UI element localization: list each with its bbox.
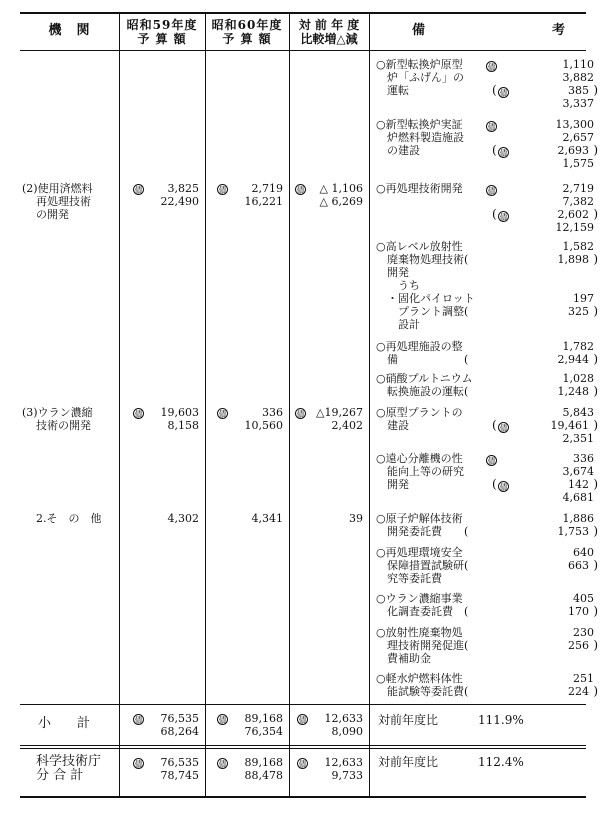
row-fuel-label-line2: 再処理技術 — [36, 195, 91, 208]
remark-value-row — [486, 465, 594, 478]
remark-value-row — [486, 97, 594, 110]
remark-value: 663 — [568, 559, 589, 572]
row-uranium-chg-cash: 2,402 — [331, 419, 363, 432]
row-fuel-chg-cash: △ 6,269 — [319, 195, 363, 208]
remark-value-row — [486, 279, 594, 292]
remark-value-row — [486, 182, 594, 195]
remark-text-line: の建設 — [376, 144, 420, 157]
remark-text-line: ○遠心分離機の性 — [376, 452, 463, 465]
remark-value: 385 — [568, 84, 589, 97]
header-budget-59-line1: 昭和59年度 — [126, 18, 198, 32]
remark-value-row — [486, 58, 594, 71]
remark-value: 1,028 — [562, 372, 594, 385]
remark-text-line: 化調査委託費 ( — [376, 605, 469, 618]
remark-text — [376, 182, 463, 195]
remark-value-row — [486, 352, 598, 366]
col-divider-1 — [119, 12, 120, 798]
remark-text — [376, 406, 463, 432]
close-paren: ) — [593, 83, 598, 97]
remark-values — [486, 240, 598, 318]
remark-text-line: ○軽水炉燃料体性 — [376, 672, 463, 685]
remark-value-row — [486, 524, 598, 538]
remark-value: 2,719 — [562, 182, 594, 195]
remark-values — [486, 592, 598, 618]
row-uranium-b59-debt: 19,603 — [160, 406, 199, 419]
remark-value: 1,753 — [557, 525, 589, 538]
total-b60-cash: 88,478 — [244, 769, 283, 782]
remark-text-line: うち — [376, 279, 420, 292]
remark-value: 7,382 — [562, 195, 594, 208]
remark-value: 640 — [573, 546, 594, 559]
remark-text-line: 廃棄物処理技術( — [376, 253, 469, 266]
col-divider-4 — [369, 12, 370, 798]
row-fuel-b60-cash: 16,221 — [244, 195, 283, 208]
header-bottom-rule — [20, 50, 586, 51]
subtotal-debt-mark-59: 債 — [134, 715, 143, 725]
subtotal-ratio: 111.9% — [478, 713, 524, 727]
remark-value-row — [486, 266, 594, 279]
close-paren: ) — [593, 207, 598, 221]
remark-value-row — [486, 292, 594, 305]
row-uranium-debt-mark-59: 債 — [134, 409, 143, 419]
remark-text — [376, 372, 473, 398]
remark-value-row — [486, 512, 594, 525]
total-top-rule-1 — [20, 745, 586, 746]
remark-text-line: 開発 — [376, 478, 409, 491]
row-uranium-debt-mark-60: 債 — [218, 409, 227, 419]
remark-value-row — [486, 372, 594, 385]
remark-value: 230 — [573, 626, 594, 639]
row-uranium-b60-cash: 10,560 — [244, 419, 283, 432]
row-uranium-b60-debt: 336 — [262, 406, 283, 419]
remark-value-row — [486, 418, 598, 433]
row-other-chg: 39 — [349, 512, 363, 525]
row-fuel-debt-mark-59: 債 — [134, 185, 143, 195]
remark-text-line: 建設 — [376, 419, 409, 432]
close-paren: ) — [593, 252, 598, 266]
remark-text-line: ○再処理環境安全 — [376, 546, 463, 559]
row-fuel-chg — [307, 182, 363, 208]
remark-value-row — [486, 432, 594, 445]
total-label — [36, 755, 101, 783]
subtotal-b60-debt: 89,168 — [244, 712, 283, 725]
header-remarks-right: 考 — [552, 23, 567, 38]
close-paren: ) — [593, 524, 598, 538]
header-budget-59 — [119, 18, 205, 46]
remark-values — [486, 546, 598, 572]
subtotal-b60 — [229, 712, 283, 738]
header-budget-60-line1: 昭和60年度 — [211, 18, 283, 32]
remark-value: 256 — [568, 639, 589, 652]
remark-text-line: ○新型転換炉実証 — [376, 118, 463, 131]
remark-value: 1,575 — [562, 157, 594, 170]
remark-value: 1,898 — [557, 253, 589, 266]
subtotal-label: 小 計 — [38, 716, 91, 731]
header-budget-59-line2: 予 算 額 — [137, 32, 187, 46]
subtotal-chg-cash: 8,090 — [331, 725, 363, 738]
remark-text-line: ○再処理技術開発 — [376, 182, 463, 195]
debt-mark-icon: 債 — [499, 148, 508, 158]
close-paren: ) — [593, 352, 598, 366]
subtotal-chg — [307, 712, 363, 738]
remark-value-row — [486, 131, 594, 144]
remark-value: 1,782 — [562, 340, 594, 353]
close-paren: ) — [593, 477, 598, 491]
row-uranium-b60 — [229, 406, 283, 432]
subtotal-b59-cash: 68,264 — [160, 725, 199, 738]
remark-value: 2,944 — [557, 353, 589, 366]
remark-value-row — [486, 672, 594, 685]
remark-text-line: ・固化パイロット — [376, 292, 475, 305]
debt-mark-icon: 債 — [499, 88, 508, 98]
close-paren: ) — [593, 638, 598, 652]
remark-text-line: ○高レベル放射性 — [376, 240, 463, 253]
total-top-rule-2 — [20, 748, 586, 749]
remark-value-row — [486, 638, 598, 652]
remark-value-row — [486, 221, 594, 234]
remark-values — [486, 672, 598, 698]
remark-values — [486, 58, 598, 110]
row-other-b60: 4,341 — [251, 512, 283, 525]
row-fuel-debt-mark-chg: 債 — [296, 185, 305, 195]
row-fuel-label-line3: の開発 — [36, 208, 69, 221]
remark-value: 224 — [568, 685, 589, 698]
total-remark: 対前年度比 — [378, 755, 439, 769]
open-paren: ( — [492, 83, 497, 97]
remark-text-line: プラント調整( — [376, 305, 469, 318]
remark-value-row — [486, 592, 594, 605]
row-uranium-debt-mark-chg: 債 — [296, 409, 305, 419]
row-uranium-b59-cash: 8,158 — [167, 419, 199, 432]
header-agency: 機 関 — [48, 23, 91, 38]
remark-value: 336 — [573, 452, 594, 465]
remark-value: 19,461 — [550, 419, 589, 432]
remark-value: 1,886 — [562, 512, 594, 525]
row-fuel-debt-mark-60: 債 — [218, 185, 227, 195]
header-change-line2: 比較増△減 — [300, 32, 358, 46]
remark-value-row — [486, 477, 598, 492]
remark-text — [376, 592, 468, 618]
table-bottom-rule — [20, 796, 586, 798]
open-paren: ( — [492, 477, 497, 491]
remark-value-row — [486, 83, 598, 98]
remark-value-row — [486, 406, 594, 419]
subtotal-debt-mark-60: 債 — [218, 715, 227, 725]
remark-value: 1,582 — [562, 240, 594, 253]
open-paren: ( — [492, 207, 497, 221]
remark-value-row — [486, 340, 594, 353]
total-b59 — [145, 756, 199, 782]
close-paren: ) — [593, 418, 598, 432]
remark-values — [486, 118, 598, 170]
col-divider-2 — [205, 12, 206, 798]
debt-mark-icon: 債 — [487, 186, 496, 196]
remark-value-row — [486, 684, 598, 698]
row-uranium-label-line1: (3)ウラン濃縮 — [22, 406, 93, 419]
remark-text-line: 究等委託費 — [376, 572, 442, 585]
row-fuel-b60-debt: 2,719 — [251, 182, 283, 195]
remark-values — [486, 626, 598, 652]
remark-value-row — [486, 252, 598, 266]
header-change — [289, 18, 369, 46]
remark-value: 251 — [573, 672, 594, 685]
remark-values — [486, 372, 598, 398]
close-paren: ) — [593, 558, 598, 572]
remark-text — [376, 340, 468, 366]
row-other-label: 2.そ の 他 — [36, 512, 102, 525]
remark-text — [376, 118, 464, 157]
total-debt-mark-chg: 債 — [298, 759, 307, 769]
total-label-line2: 分 合 計 — [36, 768, 84, 783]
remark-text-line: 開発 — [376, 266, 409, 279]
row-fuel-label — [22, 182, 93, 221]
remark-text-line: 炉燃料製造施設 — [376, 131, 464, 144]
remark-text-line: 保障措置試験研( — [376, 559, 469, 572]
remark-value: 1,110 — [562, 58, 594, 71]
total-b60-debt: 89,168 — [244, 756, 283, 769]
remark-text-line: ○原型プラントの — [376, 406, 463, 419]
remark-text-line: ○硝酸プルトニウム — [376, 372, 473, 385]
total-chg — [307, 756, 363, 782]
remark-text — [376, 672, 468, 698]
remark-value-row — [486, 558, 598, 572]
row-fuel-b59 — [145, 182, 199, 208]
remark-text — [376, 546, 468, 585]
remark-values — [486, 452, 598, 504]
subtotal-remark: 対前年度比 — [378, 713, 439, 727]
remark-text-line: ○ウラン濃縮事業 — [376, 592, 463, 605]
close-paren: ) — [593, 143, 598, 157]
remark-value: 3,882 — [562, 71, 594, 84]
remark-text-line: 炉「ふげん」の — [376, 71, 464, 84]
row-uranium-chg-debt: △19,267 — [316, 406, 363, 419]
debt-mark-icon: 債 — [499, 212, 508, 222]
header-remarks-left: 備 — [412, 23, 427, 38]
remark-value-row — [486, 384, 598, 398]
row-fuel-chg-debt: △ 1,106 — [319, 182, 363, 195]
remark-values — [486, 406, 598, 445]
open-paren: ( — [492, 143, 497, 157]
close-paren: ) — [593, 384, 598, 398]
subtotal-b60-cash: 76,354 — [244, 725, 283, 738]
header-change-line1: 対 前 年 度 — [298, 18, 360, 32]
close-paren: ) — [593, 684, 598, 698]
remark-text-line: 能向上等の研究 — [376, 465, 464, 478]
subtotal-debt-mark-chg: 債 — [298, 715, 307, 725]
total-debt-mark-60: 債 — [218, 759, 227, 769]
remark-value-row — [486, 491, 594, 504]
total-b59-debt: 76,535 — [160, 756, 199, 769]
remark-text-line: 費補助金 — [376, 652, 431, 665]
row-fuel-label-line1: (2)使用済燃料 — [22, 182, 93, 195]
remark-values — [486, 340, 598, 366]
row-fuel-b60 — [229, 182, 283, 208]
remark-value: 2,351 — [562, 432, 594, 445]
row-fuel-b59-cash: 22,490 — [160, 195, 199, 208]
remark-value-row — [486, 626, 594, 639]
remark-text-line: 転換施設の運転( — [376, 385, 469, 398]
remark-value-row — [486, 604, 598, 618]
debt-mark-icon: 債 — [499, 482, 508, 492]
remark-text — [376, 240, 475, 331]
remark-value: 12,159 — [555, 221, 594, 234]
debt-mark-icon: 債 — [487, 456, 496, 466]
row-uranium-label — [22, 406, 93, 432]
remark-value: 3,337 — [562, 97, 594, 110]
remark-text-line: ○放射性廃棄物処 — [376, 626, 463, 639]
debt-mark-icon: 債 — [487, 62, 496, 72]
remark-text — [376, 58, 464, 97]
remark-value-row — [486, 207, 598, 222]
remark-text-line: 理技術開発促進( — [376, 639, 469, 652]
total-label-line1: 科学技術庁 — [36, 754, 102, 769]
remark-text-line: 運転 — [376, 84, 409, 97]
remark-value: 5,843 — [562, 406, 594, 419]
total-debt-mark-59: 債 — [134, 759, 143, 769]
open-paren: ( — [492, 418, 497, 432]
header-budget-60 — [205, 18, 289, 46]
remark-text-line: ○新型転換炉原型 — [376, 58, 463, 71]
total-b60 — [229, 756, 283, 782]
total-b59-cash: 78,745 — [160, 769, 199, 782]
remark-value-row — [486, 71, 594, 84]
remark-value: 2,602 — [557, 208, 589, 221]
remark-value: 170 — [568, 605, 589, 618]
remark-value: 2,693 — [557, 144, 589, 157]
remark-text-line: ○原子炉解体技術 — [376, 512, 463, 525]
remark-value: 405 — [573, 592, 594, 605]
table-top-rule — [20, 12, 586, 14]
remark-text-line: ○再処理施設の整 — [376, 340, 463, 353]
close-paren: ) — [593, 604, 598, 618]
remark-value: 197 — [573, 292, 594, 305]
subtotal-top-rule — [20, 704, 586, 705]
remark-value-row — [486, 195, 594, 208]
remark-value: 142 — [568, 478, 589, 491]
remark-value-row — [486, 546, 594, 559]
remark-text-line: 能試験等委託費( — [376, 685, 469, 698]
col-divider-3 — [289, 12, 290, 798]
remark-value: 1,248 — [557, 385, 589, 398]
row-fuel-b59-debt: 3,825 — [167, 182, 199, 195]
subtotal-b59-debt: 76,535 — [160, 712, 199, 725]
total-chg-cash: 9,733 — [331, 769, 363, 782]
row-uranium-label-line2: 技術の開発 — [36, 419, 91, 432]
subtotal-b59 — [145, 712, 199, 738]
close-paren: ) — [593, 304, 598, 318]
remark-text — [376, 626, 468, 665]
remark-value: 325 — [568, 305, 589, 318]
remark-value: 13,300 — [555, 118, 594, 131]
remark-text — [376, 512, 468, 538]
total-chg-debt: 12,633 — [324, 756, 363, 769]
remark-value-row — [486, 452, 594, 465]
debt-mark-icon: 債 — [487, 122, 496, 132]
remark-value: 2,657 — [562, 131, 594, 144]
total-ratio: 112.4% — [478, 755, 524, 769]
remark-text-line: 開発委託費 ( — [376, 525, 469, 538]
remark-values — [486, 182, 598, 234]
remark-value-row — [486, 157, 594, 170]
remark-value-row — [486, 118, 594, 131]
remark-value-row — [486, 143, 598, 158]
remark-values — [486, 512, 598, 538]
remark-text — [376, 452, 464, 491]
debt-mark-icon: 債 — [499, 423, 508, 433]
header-budget-60-line2: 予 算 額 — [222, 32, 272, 46]
row-uranium-chg — [307, 406, 363, 432]
subtotal-chg-debt: 12,633 — [324, 712, 363, 725]
remark-text-line: 設計 — [376, 318, 420, 331]
remark-value: 3,674 — [562, 465, 594, 478]
remark-value-row — [486, 240, 594, 253]
remark-value: 4,681 — [562, 491, 594, 504]
remark-value-row — [486, 304, 598, 318]
row-other-b59: 4,302 — [167, 512, 199, 525]
remark-text-line: 備 ( — [376, 353, 469, 366]
row-uranium-b59 — [145, 406, 199, 432]
